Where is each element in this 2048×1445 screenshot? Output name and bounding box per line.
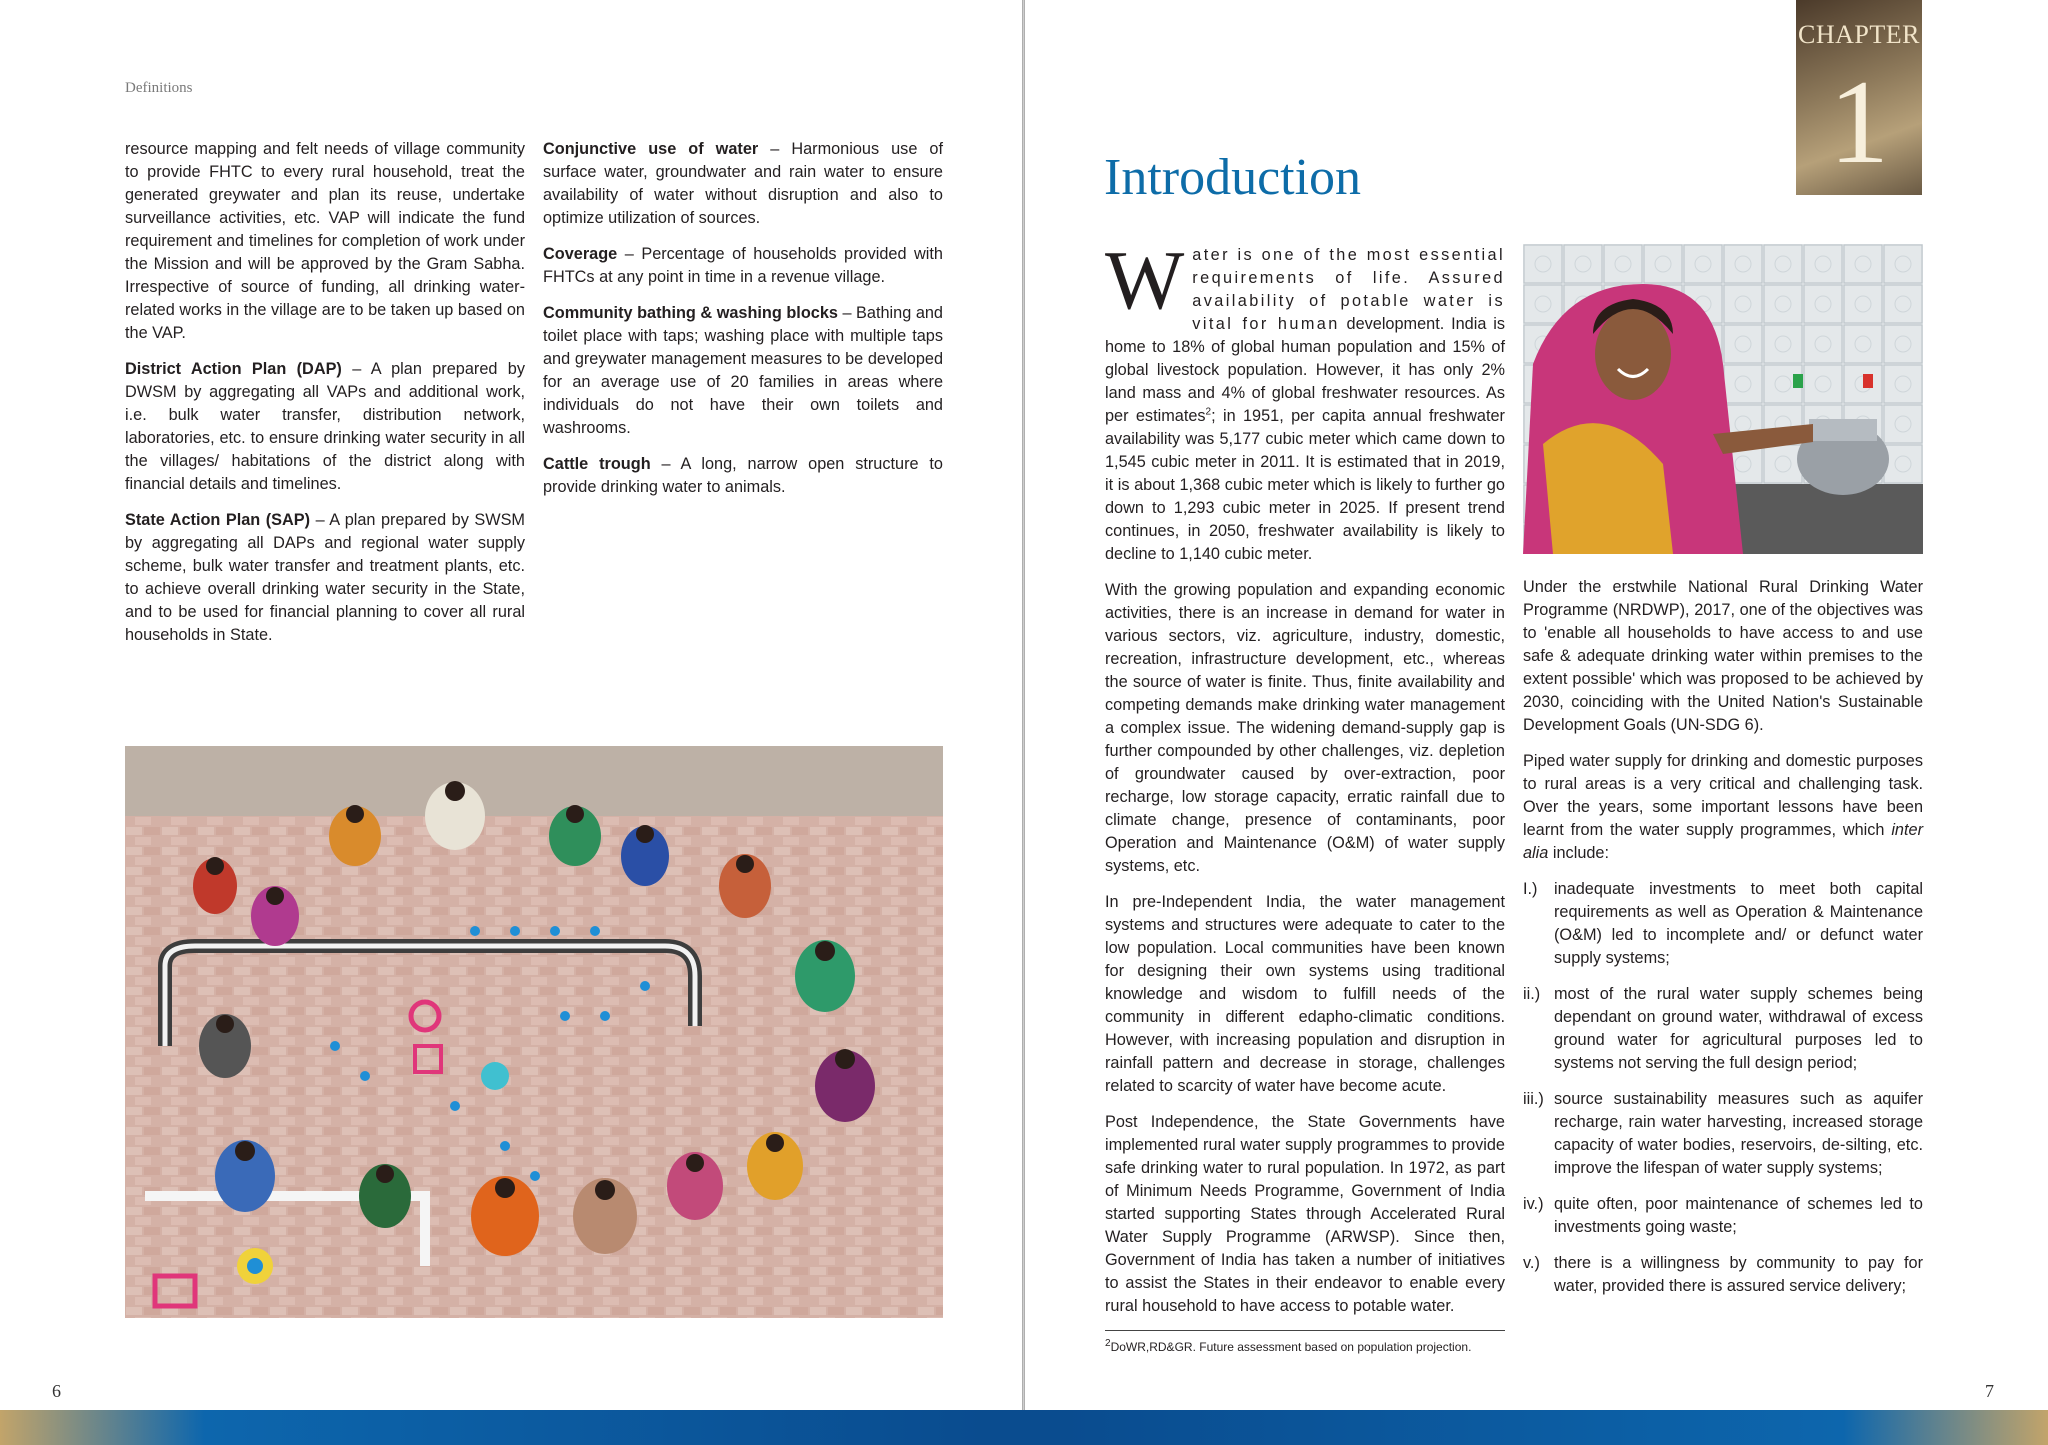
chapter-title: Introduction	[1104, 149, 1362, 206]
lessons-paragraph: Piped water supply for drinking and domestic purposes to rural areas is a very critical and challenging task. Over the years, some important lessons have been learnt from the water supply programmes, which inter alia include:	[1523, 752, 1923, 862]
photo-woman-at-tap	[1523, 244, 1923, 554]
definition-cattle-trough: Cattle trough – A long, narrow open structure to provide drinking water to animals.	[543, 455, 943, 496]
drop-cap: W	[1105, 234, 1185, 327]
term-conjunctive-use: Conjunctive use of water	[543, 140, 759, 158]
right-column-1	[1105, 234, 1505, 1331]
photo-women-gathering	[125, 746, 943, 1318]
list-item: I.) inadequate investments to meet both capital requirements as well as Operation & Maintenance (O&M) led to incomplete and/ or defunct water supply systems;	[1523, 880, 1923, 967]
running-header: Definitions	[125, 80, 193, 96]
footnote-rule	[1105, 1330, 1505, 1331]
chapter-label: CHAPTER	[1798, 20, 1920, 49]
vap-continuation: resource mapping and felt needs of village community to provide FHTC to every rural household, treat the generated greywater and plan its reuse, undertake surveillance activities, etc. VAP will indicate the fund requirement and timelines for completion of work under the Mission and will be approved by the Gram Sabha. Irrespective of source of funding, all drinking water-related works in the village are to be taken up based on the VAP.	[125, 140, 525, 342]
bottom-band	[0, 1410, 2048, 1445]
nrdwp-paragraph: Under the erstwhile National Rural Drinking Water Programme (NRDWP), 2017, one of the objectives was to 'enable all households to have access to and use safe & adequate drinking water within premises to the extent possible' which was proposed to be achieved by 2030, coinciding with the United Nation's Sustainable Development Goals (UN-SDG 6).	[1523, 578, 1923, 734]
definition-dap: District Action Plan (DAP) – A plan prepared by DWSM by aggregating all VAPs and additional work, i.e. bulk water transfer, distribution network, laboratories, etc. to ensure drinking water security in all the villages/ habitations of the district along with financial details and timelines.	[125, 360, 525, 493]
left-column-2	[543, 138, 943, 512]
term-sap: State Action Plan (SAP)	[125, 511, 311, 529]
term-cattle-trough: Cattle trough	[543, 455, 651, 473]
page-number-left: 6	[52, 1381, 61, 1401]
footnote: $^2$DoWR,RD&GR. Future assessment based on population projection.	[1105, 1338, 1472, 1354]
intro-paragraph-3: In pre-Independent India, the water management systems and structures were adequate to cater to the low population. Local communities have been known for designing their own systems using traditional knowledge and wisdom to fulfill needs of the community in different edapho-climatic conditions. However, with increasing population and disruption in rainfall pattern and decrease in storage, challenges related to scarcity of water have become acute.	[1105, 893, 1505, 1095]
term-dap: District Action Plan (DAP)	[125, 360, 342, 378]
lessons-list	[1523, 878, 1923, 1298]
term-coverage: Coverage	[543, 245, 618, 263]
intro-paragraph-1: Water is one of the most essential requirements of life. Assured availability of potable water is vital for human development. India is home to 18% of global human population and 15% of global livestock population. However, it has only 2% land mass and 4% of global freshwater resources. As per estimates$^2$; in 1951, per capita annual freshwater availability was 5,177 cubic meter which came down to 1,545 cubic meter in 2011. It is estimated that in 2019, it is about 1,368 cubic meter which is likely to further go down to 1,293 cubic meter in 2025. If present trend continues, in 2050, freshwater availability is likely to decline to 1,140 cubic meter.	[1105, 234, 1505, 563]
left-column-1	[125, 138, 525, 660]
list-item: ii.) most of the rural water supply schemes being dependant on ground water, withdrawal of excess ground water for agricultural purposes led to systems not serving the full design period;	[1523, 985, 1923, 1072]
chapter-number: 1	[1829, 55, 1889, 188]
intro-paragraph-2: With the growing population and expanding economic activities, there is an increase in demand for water in various sectors, viz. agriculture, industry, domestic, recreation, infrastructure development, etc., whereas the source of water is finite. Thus, finite availability and competing demands make drinking water management a complex issue. The widening demand-supply gap is further compounded by other challenges, viz. depletion of groundwater caused by over-extraction, poor recharge, low storage capacity, erratic rainfall due to climate change, presence of contaminants, poor Operation and Maintenance (O&M) of water supply systems, etc.	[1105, 581, 1505, 875]
book-gutter	[1022, 0, 1025, 1414]
definition-conjunctive-use: Conjunctive use of water – Harmonious use of surface water, groundwater and rain water to ensure availability of water without disruption and also to optimize utilization of sources.	[543, 140, 943, 227]
right-column-2	[1523, 576, 1923, 1311]
footnote-ref: 2	[1205, 406, 1212, 418]
list-item: v.) there is a willingness by community to pay for water, provided there is assured service delivery;	[1523, 1254, 1923, 1295]
list-item: iv.) quite often, poor maintenance of schemes led to investments going waste;	[1523, 1195, 1923, 1236]
intro-paragraph-4: Post Independence, the State Governments have implemented rural water supply programmes to provide safe drinking water to rural population. In 1972, as part of Minimum Needs Programme, Government of India started supporting States through Accelerated Rural Water Supply Programme (ARWSP). Since then, Government of India has taken a number of initiatives to assist the States in their endeavor to enable every rural household to have access to potable water.	[1105, 1113, 1505, 1315]
term-community-bathing: Community bathing & washing blocks	[543, 304, 838, 322]
list-item: iii.) source sustainability measures such as aquifer recharge, rain water harvesting, increased storage capacity of water bodies, reservoirs, de-silting, etc. improve the lifespan of water supply systems;	[1523, 1090, 1923, 1177]
definition-community-bathing: Community bathing & washing blocks – Bathing and toilet place with taps; washing place with multiple taps and greywater management measures to be developed for an average use of 20 families in areas where individuals do not have their own toilets and washrooms.	[543, 304, 943, 437]
definition-coverage: Coverage – Percentage of households provided with FHTCs at any point in time in a revenue village.	[543, 245, 943, 286]
definition-sap: State Action Plan (SAP) – A plan prepared by SWSM by aggregating all DAPs and regional water supply scheme, bulk water transfer and treatment plants, etc. to achieve overall drinking water security in the State, and to be used for financial planning to cover all rural households in State.	[125, 511, 525, 644]
page-number-right: 7	[1985, 1381, 1994, 1401]
chapter-tab	[1796, 0, 1922, 195]
